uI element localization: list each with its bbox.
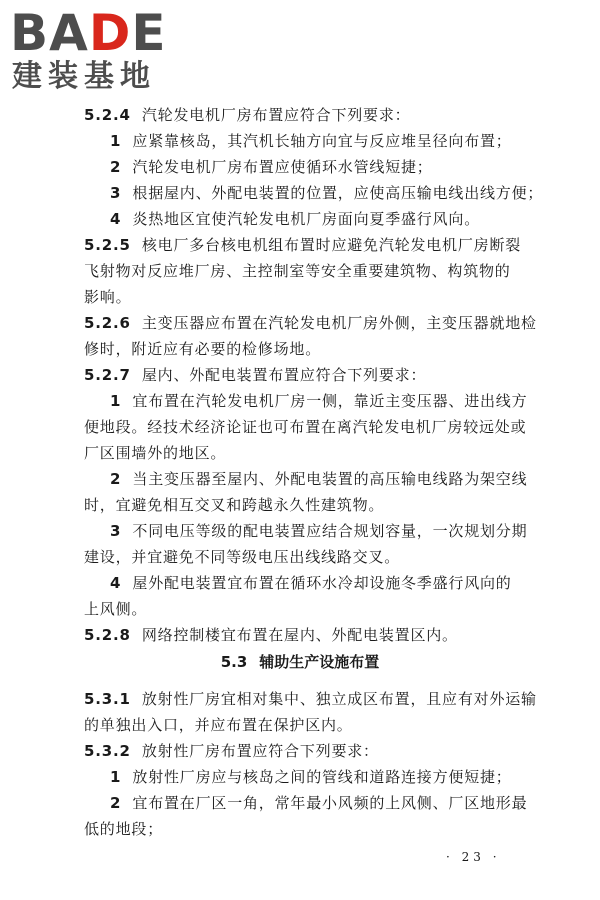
logo-subtitle: 建装基地	[12, 59, 156, 94]
list-item: 1 应紧靠核岛，其汽机长轴方向宜与反应堆呈径向布置；	[110, 132, 512, 150]
list-item: 2 汽轮发电机厂房布置应使循环水管线短捷；	[110, 158, 433, 176]
list-item: 3 根据屋内、外配电装置的位置，应使高压输电线出线方便；	[110, 184, 544, 202]
text-line: 时，宜避免相互交叉和跨越永久性建筑物。	[84, 496, 385, 514]
text-line: 低的地段；	[84, 820, 164, 838]
text-line: 修时，附近应有必要的检修场地。	[84, 340, 322, 358]
clause-5-3-1: 5.3.1 放射性厂房宜相对集中、独立成区布置，且应有对外运输	[84, 690, 537, 708]
page-number: · 23 ·	[446, 850, 501, 864]
clause-5-2-8: 5.2.8 网络控制楼宜布置在屋内、外配电装置区内。	[84, 626, 458, 644]
text-line: 建设，并宜避免不同等级电压出线线路交叉。	[84, 548, 401, 566]
text-line: 影响。	[84, 288, 132, 306]
text-line: 厂区围墙外的地区。	[84, 444, 227, 462]
clause-5-2-7: 5.2.7 屋内、外配电装置布置应符合下列要求：	[84, 366, 427, 384]
clause-5-2-4: 5.2.4 汽轮发电机厂房布置应符合下列要求：	[84, 106, 411, 124]
text-line: 便地段。经技术经济论证也可布置在离汽轮发电机厂房较远处或	[84, 418, 527, 436]
clause-5-3-2: 5.3.2 放射性厂房布置应符合下列要求：	[84, 742, 379, 760]
text-line: 的单独出入口，并应布置在保护区内。	[84, 716, 353, 734]
list-item: 2 宜布置在厂区一角，常年最小风频的上风侧、厂区地形最	[110, 794, 528, 812]
section-heading: 5.3 辅助生产设施布置	[220, 653, 380, 671]
clause-5-2-6: 5.2.6 主变压器应布置在汽轮发电机厂房外侧，主变压器就地检	[84, 314, 537, 332]
logo-wordmark: BADE	[10, 4, 167, 62]
list-item: 1 宜布置在汽轮发电机厂房一侧，靠近主变压器、进出线方	[110, 392, 528, 410]
list-item: 1 放射性厂房应与核岛之间的管线和道路连接方便短捷；	[110, 768, 512, 786]
list-item: 2 当主变压器至屋内、外配电装置的高压输电线路为架空线	[110, 470, 528, 488]
text-line: 飞射物对反应堆厂房、主控制室等安全重要建筑物、构筑物的	[84, 262, 511, 280]
list-item: 4 屋外配电装置宜布置在循环水冷却设施冬季盛行风向的	[110, 574, 512, 592]
clause-5-2-5: 5.2.5 核电厂多台核电机组布置时应避免汽轮发电机厂房断裂	[84, 236, 522, 254]
list-item: 3 不同电压等级的配电装置应结合规划容量，一次规划分期	[110, 522, 528, 540]
text-line: 上风侧。	[84, 600, 148, 618]
list-item: 4 炎热地区宜使汽轮发电机厂房面向夏季盛行风向。	[110, 210, 480, 228]
